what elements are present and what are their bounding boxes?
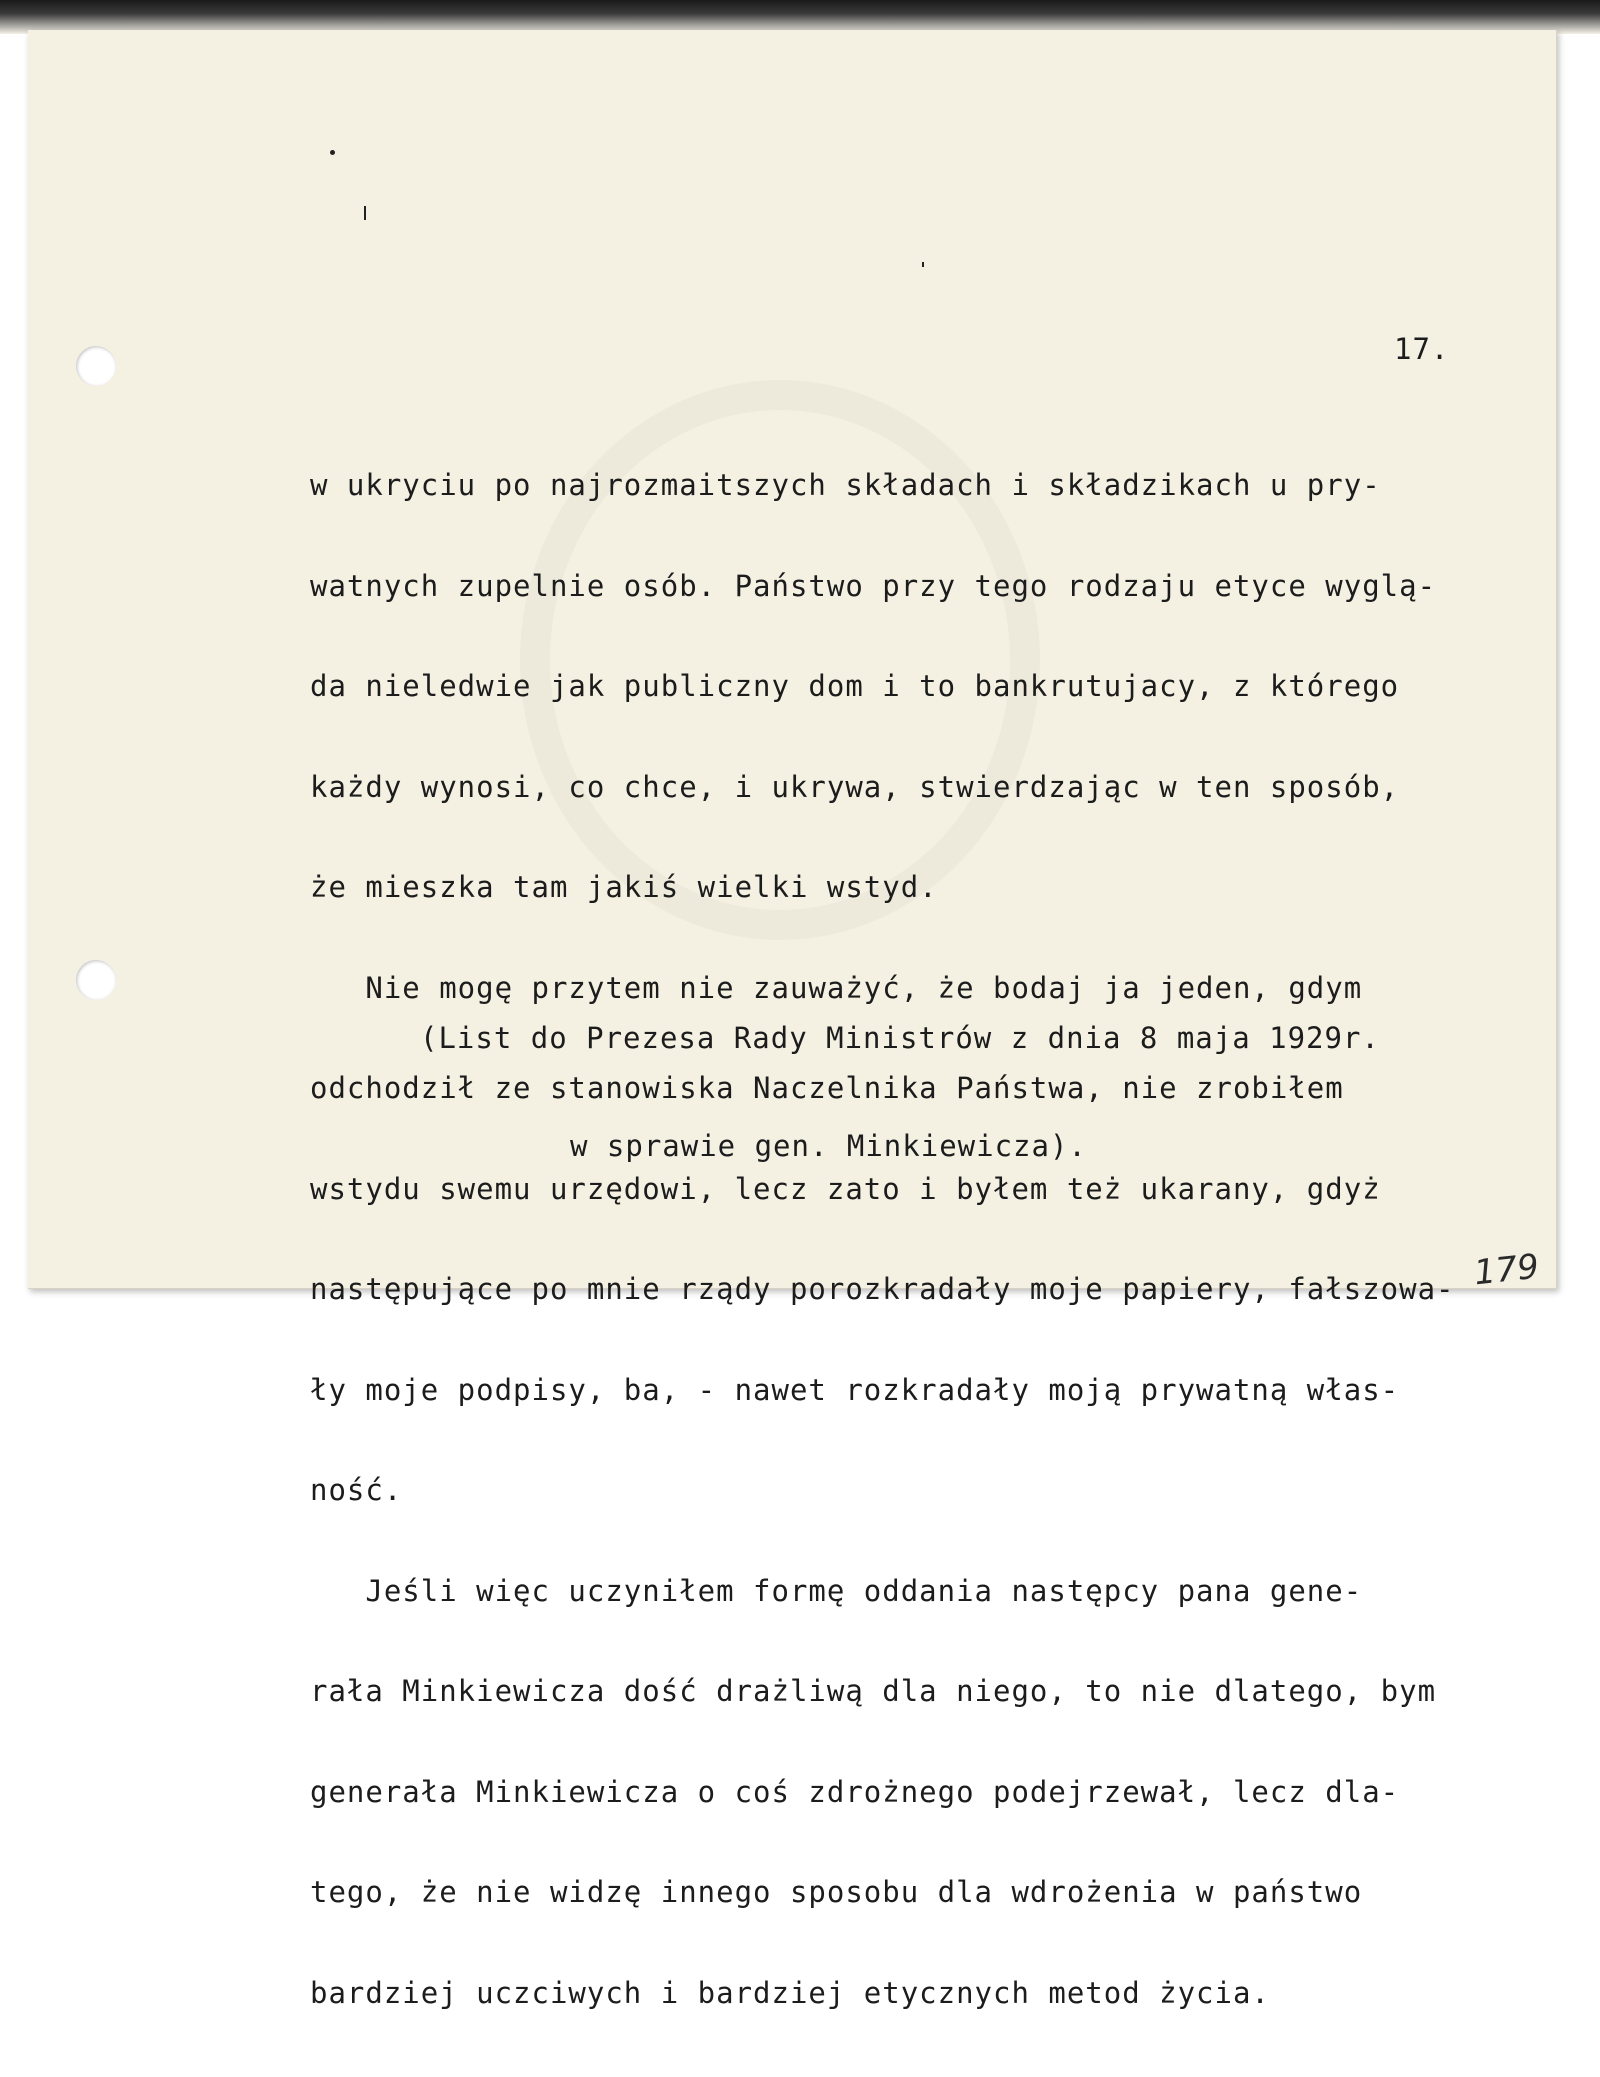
ink-speck [330, 150, 335, 155]
letter-body [310, 402, 1510, 2077]
text-line: rała Minkiewicza dość drażliwą dla niego, to nie dlatego, bym [310, 1674, 1437, 1708]
caption-line-2: w sprawie gen. Minkiewicza). [570, 1129, 1087, 1163]
scan-top-edge [0, 0, 1600, 34]
source-caption [420, 948, 1380, 1236]
text-line: że mieszka tam jakiś wielki wstyd. [310, 870, 938, 904]
punch-hole-bottom [76, 960, 116, 1000]
text-line: ność. [310, 1473, 403, 1507]
page-number: 17. [1394, 332, 1450, 366]
text-line: Jeśli więc uczyniłem formę oddania następcy pana gene- [310, 1573, 1363, 1608]
text-line: w ukryciu po najrozmaitszych składach i składzikach u pry- [310, 468, 1381, 502]
ink-speck [922, 262, 924, 267]
text-line: bardziej uczciwych i bardziej etycznych metod życia. [310, 1975, 1270, 2010]
text-line: ły moje podpisy, ba, - nawet rozkradały moją prywatną włas- [310, 1372, 1400, 1407]
caption-line-1: (List do Prezesa Rady Ministrów z dnia 8 maja 1929r. [420, 1021, 1380, 1055]
text-line: da nieledwie jak publiczny dom i to bankrutujacy, z którego [310, 669, 1400, 703]
text-line: watnych zupelnie osób. Państwo przy tego rodzaju etyce wyglą- [310, 568, 1437, 603]
text-line: Nie mogę przytem nie zauważyć, że bodaj ja jeden, gdym [310, 970, 1363, 1005]
punch-hole-top [76, 346, 116, 386]
text-line: generała Minkiewicza o coś zdrożnego podejrzewał, lecz dla- [310, 1774, 1400, 1809]
ink-speck [364, 206, 366, 220]
text-line: tego, że nie widzę innego sposobu dla wdrożenia w państwo [310, 1875, 1363, 1909]
text-line: następujące po mnie rządy porozkradały moje papiery, fałszowa- [310, 1272, 1455, 1306]
text-line: każdy wynosi, co chce, i ukrywa, stwierdzając w ten sposób, [310, 769, 1400, 804]
text-line: odchodził ze stanowiska Naczelnika Państwa, nie zrobiłem [310, 1071, 1344, 1105]
handwritten-archive-number: 179 [1472, 1246, 1541, 1294]
text-line: wstydu swemu urzędowi, lecz zato i byłem też ukarany, gdyż [310, 1171, 1381, 1206]
